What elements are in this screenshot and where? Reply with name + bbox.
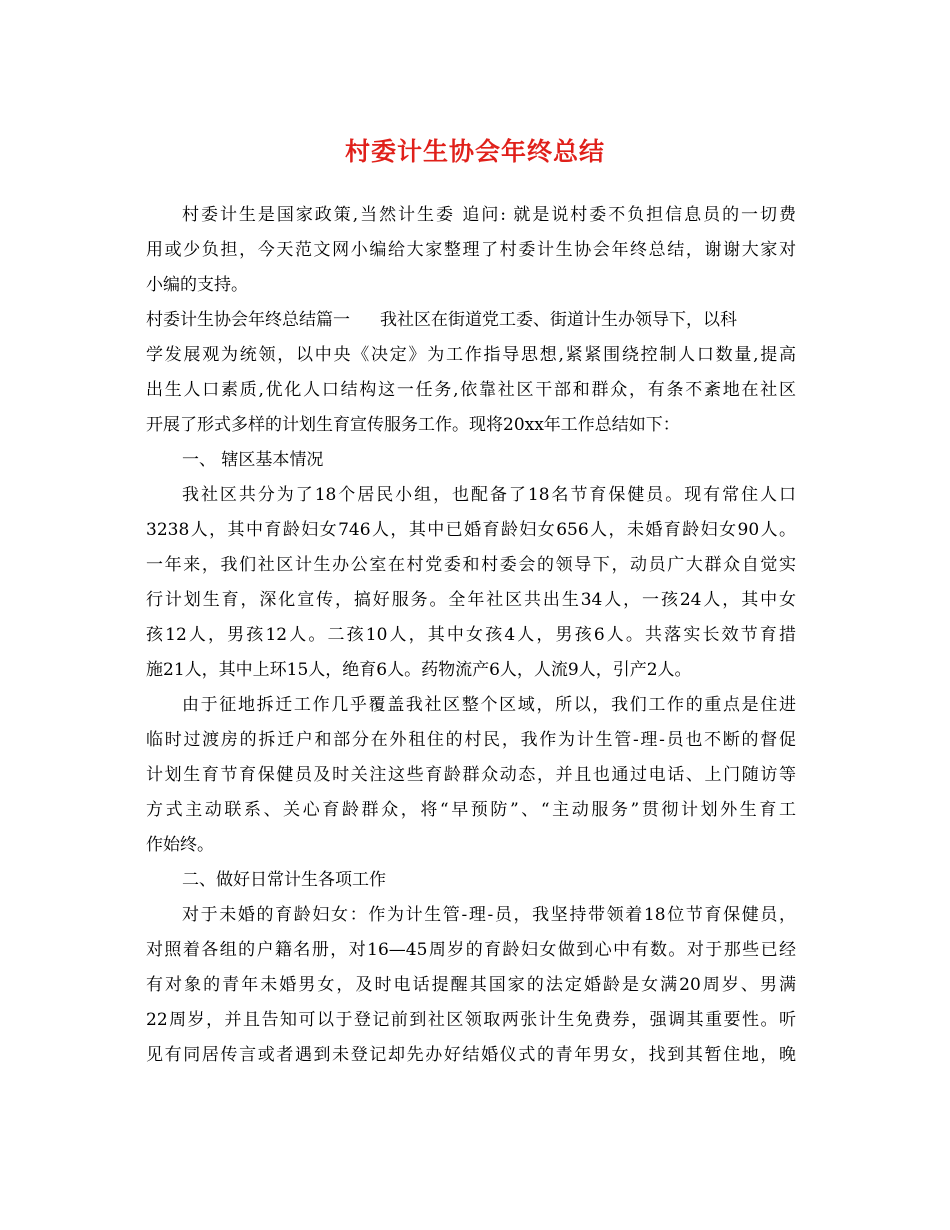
text-line: 方式主动联系、关心育龄群众，将“早预防”、“主动服务”贯彻计划外生育工: [146, 800, 796, 820]
text-line: 开展了形式多样的计划生育宣传服务工作。现将20xx年工作总结如下：: [146, 415, 680, 435]
section-heading: 村委计生协会年终总结篇一: [146, 310, 350, 330]
text-line: 小编的支持。: [146, 275, 248, 295]
text-line: 施21人，其中上环15人，绝育6人。药物流产6人，人流9人，引产2人。: [146, 660, 692, 680]
text-line: 出生人口素质,优化人口结构这一任务,依靠社区干部和群众，有条不紊地在社区: [146, 380, 796, 400]
document-title: 村委计生协会年终总结: [344, 137, 605, 166]
text-run: 我社区在街道党工委、街道计生办领导下，以科: [380, 310, 737, 330]
section-heading: 一、 辖区基本情况: [182, 450, 324, 470]
text-line: 孩12人，男孩12人。二孩10人，其中女孩4人，男孩6人。共落实长效节育措: [146, 625, 796, 645]
text-line: 作始终。: [146, 835, 214, 855]
text-line: 由于征地拆迁工作几乎覆盖我社区整个区域，所以，我们工作的重点是住进: [182, 695, 796, 715]
text-line: 22周岁，并且告知可以于登记前到社区领取两张计生免费券，强调其重要性。听: [146, 1010, 796, 1030]
text-line: 对于未婚的育龄妇女：作为计生管-理-员，我坚持带领着18位节育保健员，: [182, 905, 796, 925]
text-line: 计划生育节育保健员及时关注这些育龄群众动态，并且也通过电话、上门随访等: [146, 765, 796, 785]
text-line: 学发展观为统领，以中央《决定》为工作指导思想,紧紧围绕控制人口数量,提高: [146, 345, 796, 365]
text-line: 见有同居传言或者遇到未登记却先办好结婚仪式的青年男女，找到其暂住地，晚: [146, 1045, 796, 1065]
text-line: 对照着各组的户籍名册，对16—45周岁的育龄妇女做到心中有数。对于那些已经: [146, 940, 796, 960]
text-line: 一年来，我们社区计生办公室在村党委和村委会的领导下，动员广大群众自觉实: [146, 555, 796, 575]
text-line: 用或少负担，今天范文网小编给大家整理了村委计生协会年终总结，谢谢大家对: [146, 240, 796, 260]
text-line: 3238人，其中育龄妇女746人，其中已婚育龄妇女656人，未婚育龄妇女90人。: [146, 520, 796, 540]
text-line: 临时过渡房的拆迁户和部分在外租住的村民，我作为计生管-理-员也不断的督促: [146, 730, 796, 750]
text-line: 我社区共分为了18个居民小组，也配备了18名节育保健员。现有常住人口: [182, 485, 796, 505]
text-line: 有对象的青年未婚男女，及时电话提醒其国家的法定婚龄是女满20周岁、男满: [146, 975, 796, 995]
section-heading: 二、做好日常计生各项工作: [182, 870, 386, 890]
text-line: 行计划生育，深化宣传，搞好服务。全年社区共出生34人，一孩24人，其中女: [146, 590, 796, 610]
text-line: [146, 308, 796, 332]
text-line: 村委计生是国家政策,当然计生委 追问: 就是说村委不负担信息员的一切费: [182, 205, 796, 225]
